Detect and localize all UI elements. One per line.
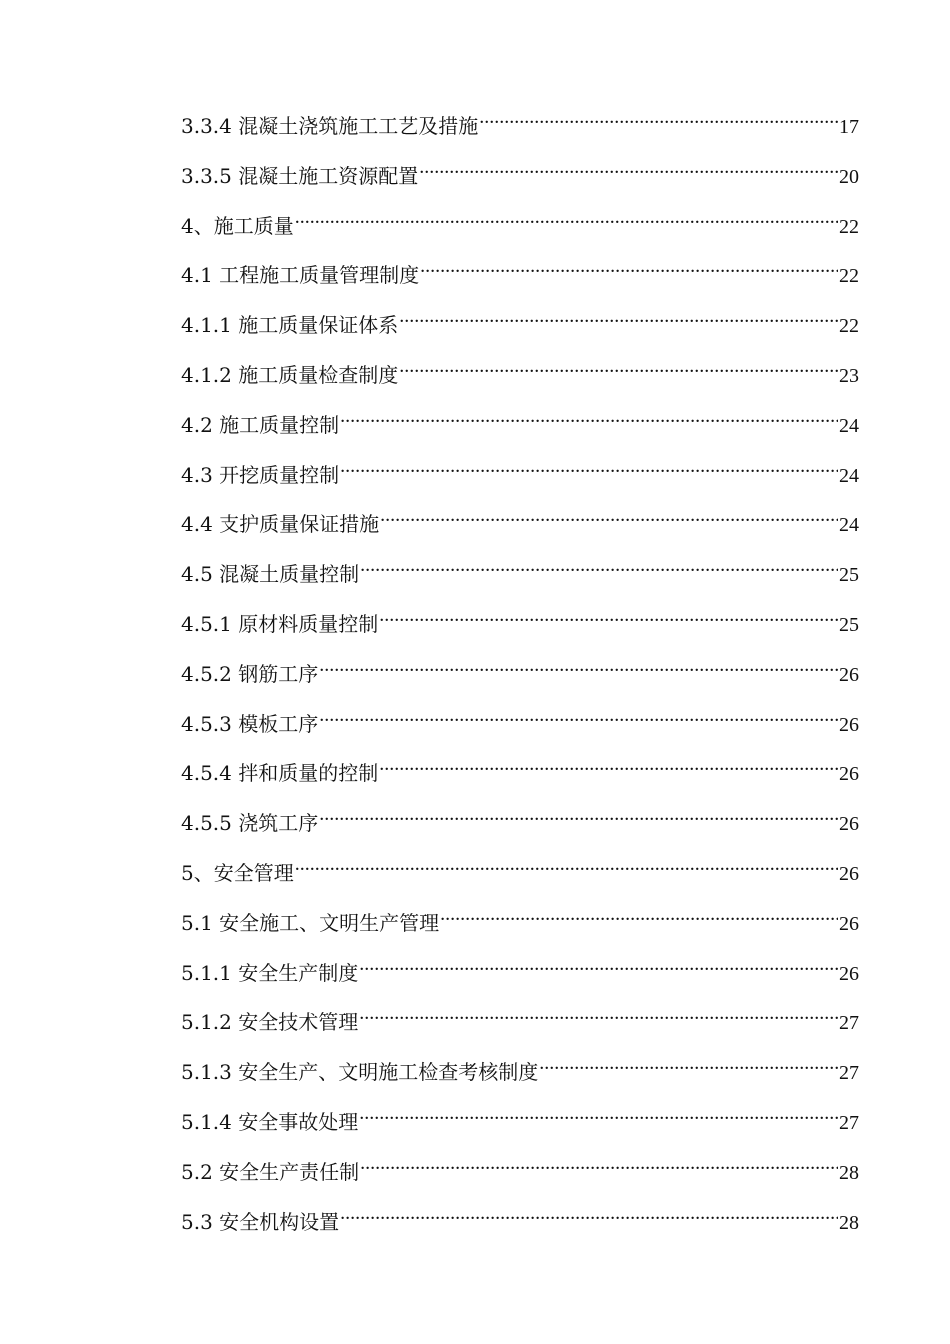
toc-entry[interactable] [181,208,859,258]
toc-entry-title: 3.3.4 混凝土浇筑施工工艺及措施 [181,114,479,138]
toc-entry[interactable] [181,307,859,357]
toc-entry[interactable] [181,955,859,1005]
toc-entry[interactable] [181,407,859,457]
toc-dot-leader [319,711,838,731]
toc-entry-title: 4.5.4 拌和质量的控制 [181,761,379,786]
toc-dot-leader [539,1059,838,1079]
toc-entry-page: 28 [839,1211,859,1234]
toc-dot-leader [399,312,838,332]
toc-entry[interactable] [181,855,859,905]
toc-entry[interactable] [181,706,859,756]
toc-entry[interactable] [181,1104,859,1154]
toc-dot-leader [340,1209,838,1229]
toc-entry-page: 22 [839,215,859,238]
toc-entry-title: 4.1.2 施工质量检查制度 [181,362,399,387]
toc-dot-leader [419,163,838,183]
toc-entry-title: 4.3 开挖质量控制 [181,462,340,487]
toc-entry-page: 26 [839,862,859,885]
toc-entry-page: 27 [839,1062,859,1085]
toc-entry-title: 4.5.2 钢筋工序 [181,661,319,686]
toc-entry[interactable] [181,805,859,855]
toc-entry-page: 22 [839,315,859,338]
toc-entry-title: 5.1.2 安全技术管理 [181,1010,359,1035]
toc-entry[interactable] [181,1054,859,1104]
toc-dot-leader [420,262,838,282]
toc-dot-leader [340,412,838,432]
toc-dot-leader [380,511,838,531]
toc-entry-page: 20 [839,165,859,188]
toc-entry[interactable] [181,1154,859,1204]
toc-entry-title: 4.4 支护质量保证措施 [181,512,380,537]
toc-entry-page: 17 [839,116,859,138]
toc-entry[interactable] [181,606,859,656]
toc-entry-title: 4、施工质量 [181,213,294,238]
toc-entry-title: 4.5.3 模板工序 [181,711,319,736]
toc-entry-title: 4.2 施工质量控制 [181,412,340,437]
toc-entry-title: 5.1.3 安全生产、文明施工检查考核制度 [181,1060,539,1085]
toc-dot-leader [295,213,838,233]
toc-entry[interactable] [181,1004,859,1054]
toc-entry-title: 5.2 安全生产责任制 [181,1159,360,1184]
toc-entry-page: 26 [839,763,859,786]
toc-entry-title: 4.5.1 原材料质量控制 [181,611,379,636]
toc-dot-leader [319,810,838,830]
toc-dot-leader [479,113,838,133]
toc-entry-page: 26 [839,663,859,686]
toc-entry[interactable] [181,158,859,208]
toc-entry-title: 5、安全管理 [181,860,294,885]
toc-entry-title: 5.1 安全施工、文明生产管理 [181,910,440,935]
toc-entry[interactable] [181,108,859,158]
toc-entry-page: 24 [839,464,859,487]
toc-entry[interactable] [181,506,859,556]
toc-dot-leader [440,910,838,930]
table-of-contents [181,108,859,1253]
toc-entry[interactable] [181,755,859,805]
toc-dot-leader [359,960,838,980]
toc-entry-page: 24 [839,414,859,437]
toc-entry-title: 4.5 混凝土质量控制 [181,562,360,587]
toc-dot-leader [379,611,838,631]
toc-entry[interactable] [181,905,859,955]
toc-dot-leader [295,860,838,880]
toc-dot-leader [359,1109,838,1129]
toc-entry-page: 28 [839,1161,859,1184]
toc-dot-leader [379,760,838,780]
toc-entry-title: 4.5.5 浇筑工序 [181,811,319,836]
toc-dot-leader [360,561,838,581]
toc-entry[interactable] [181,556,859,606]
toc-entry[interactable] [181,257,859,307]
toc-entry-page: 27 [839,1012,859,1035]
toc-entry-page: 26 [839,813,859,836]
toc-entry-title: 5.1.4 安全事故处理 [181,1109,359,1134]
toc-entry-page: 24 [839,514,859,537]
toc-entry-page: 22 [839,265,859,288]
toc-entry[interactable] [181,357,859,407]
toc-entry-page: 26 [839,912,859,935]
toc-dot-leader [399,362,838,382]
toc-entry-title: 4.1 工程施工质量管理制度 [181,263,420,288]
toc-entry[interactable] [181,1204,859,1254]
toc-entry-page: 25 [839,613,859,636]
toc-entry-page: 25 [839,564,859,587]
toc-entry[interactable] [181,656,859,706]
toc-entry-title: 4.1.1 施工质量保证体系 [181,313,399,338]
toc-entry-page: 26 [839,713,859,736]
toc-entry[interactable] [181,457,859,507]
toc-entry-page: 23 [839,364,859,387]
toc-dot-leader [340,462,838,482]
toc-dot-leader [319,661,838,681]
toc-dot-leader [359,1009,838,1029]
toc-entry-title: 5.3 安全机构设置 [181,1209,340,1234]
toc-entry-page: 26 [839,962,859,985]
toc-entry-title: 5.1.1 安全生产制度 [181,960,359,985]
toc-entry-title: 3.3.5 混凝土施工资源配置 [181,163,419,188]
toc-entry-page: 27 [839,1111,859,1134]
toc-dot-leader [360,1159,838,1179]
